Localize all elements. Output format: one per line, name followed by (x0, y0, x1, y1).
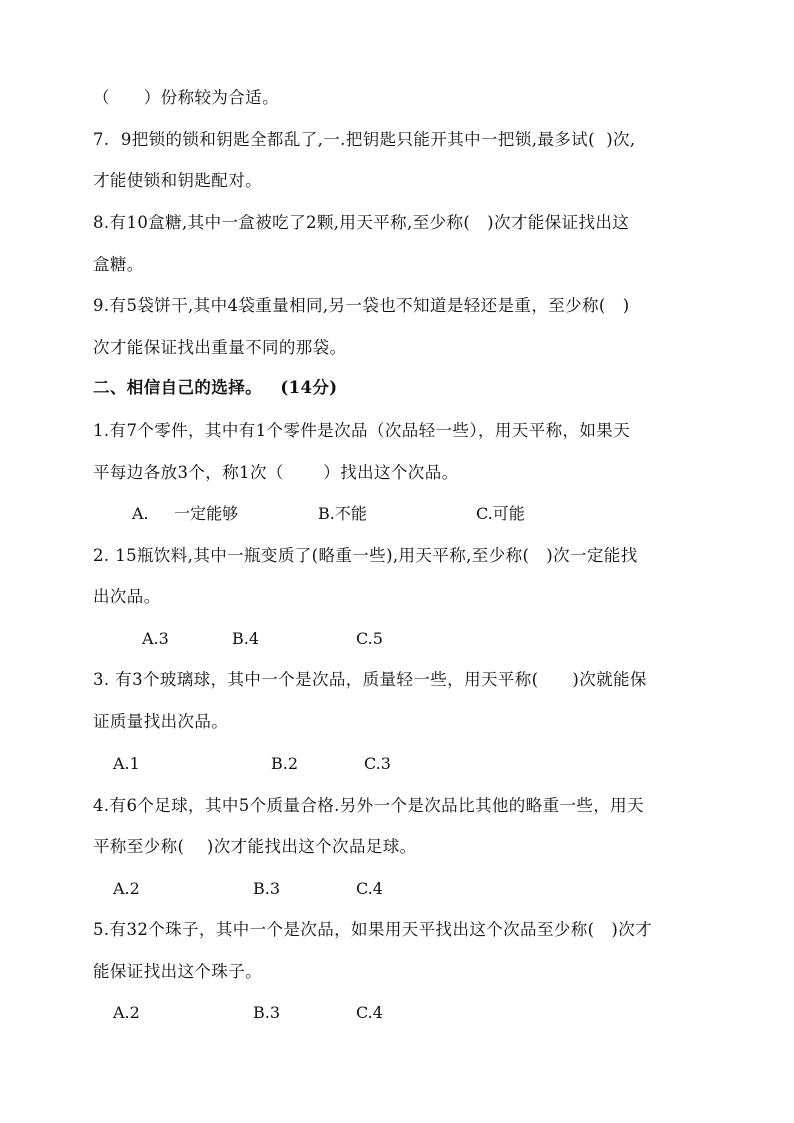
s2-option-b: B.4 (232, 629, 260, 648)
s3-line1: 3. 有3个玻璃球，其中一个是次品，质量轻一些，用天平称( )次就能保 (93, 670, 647, 689)
section-two-heading: 二、相信自己的选择。 (14分) (93, 378, 338, 397)
q9-line2: 次才能保证找出重量不同的那袋。 (93, 338, 347, 357)
s3-option-b: B.2 (271, 754, 299, 773)
s2-line2: 出次品。 (93, 587, 161, 606)
s2-line1: 2. 15瓶饮料,其中一瓶变质了(略重一些),用天平称,至少称( )次一定能找 (93, 546, 638, 565)
s1-option-c: C.可能 (476, 504, 525, 523)
s5-option-b: B.3 (253, 1003, 281, 1022)
s4-option-a: A.2 (113, 879, 140, 898)
s1-option-a: A. 一定能够 (132, 504, 239, 523)
s2-option-c: C.5 (356, 629, 383, 648)
s3-line2: 证质量找出次品。 (93, 712, 229, 731)
s4-option-c: C.4 (356, 879, 383, 898)
s1-line2: 平每边各放3个，称1次（ ）找出这个次品。 (93, 463, 459, 482)
s3-option-c: C.3 (364, 754, 391, 773)
q7-line1: 7. 9把锁的锁和钥匙全都乱了,一.把钥匙只能开其中一把锁,最多试( )次, (93, 130, 636, 149)
s5-line2: 能保证找出这个珠子。 (93, 962, 262, 981)
q7-line2: 才能使锁和钥匙配对。 (93, 171, 262, 190)
s4-line1: 4.有6个足球，其中5个质量合格.另外一个是次品比其他的略重一些，用天 (93, 796, 644, 815)
s3-option-a: A.1 (113, 754, 140, 773)
s1-line1: 1.有7个零件，其中有1个零件是次品（次品轻一些），用天平称，如果天 (93, 421, 631, 440)
s2-option-a: A.3 (142, 629, 169, 648)
s5-line1: 5.有32个珠子，其中一个是次品，如果用天平找出这个次品至少称( )次才 (93, 920, 653, 939)
s4-option-b: B.3 (253, 879, 281, 898)
q8-line2: 盒糖。 (93, 255, 144, 274)
s5-option-c: C.4 (356, 1003, 383, 1022)
q8-line1: 8.有10盒糖,其中一盒被吃了2颗,用天平称,至少称( )次才能保证找出这 (93, 213, 630, 232)
q6-continuation: （ ）份称较为合适。 (93, 88, 279, 107)
s5-option-a: A.2 (113, 1003, 140, 1022)
s1-option-b: B.不能 (318, 504, 367, 523)
s4-line2: 平称至少称( )次才能找出这个次品足球。 (93, 837, 417, 856)
q9-line1: 9.有5袋饼干,其中4袋重量相同,另一袋也不知道是轻还是重，至少称( ) (93, 296, 630, 315)
